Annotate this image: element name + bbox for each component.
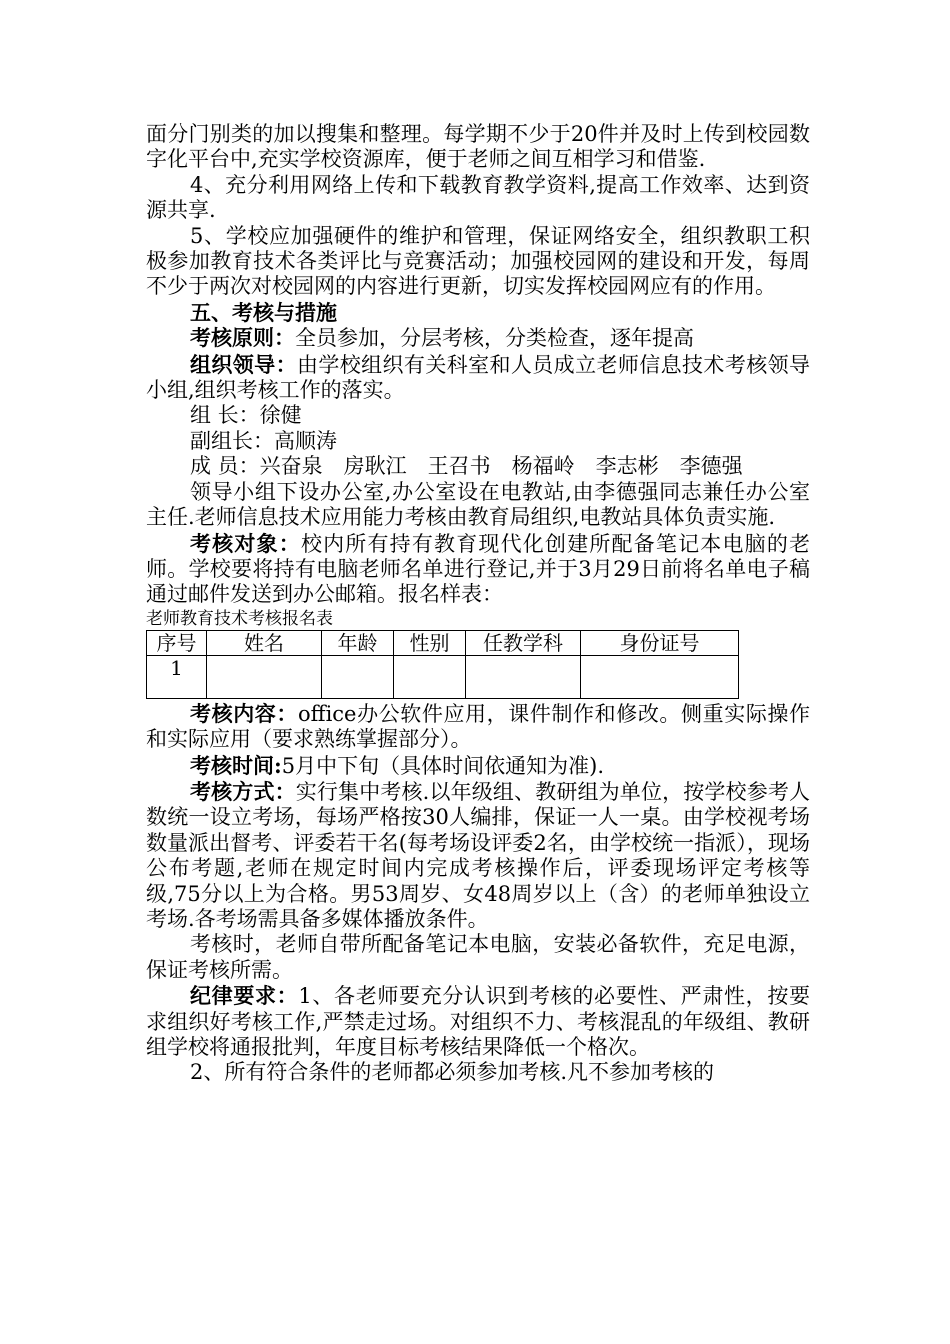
- table-cell: [466, 655, 581, 698]
- organization-label: 组织领导：: [190, 351, 297, 377]
- discipline-text: 1、各老师要充分认识到考核的必要性、严肃性，按要求组织好考核工作,严禁走过场。对组织不力、考核混乱的年级组、教研组学校将通报批判，年度目标考核结果降低一个格次。: [146, 984, 811, 1059]
- principle-label: 考核原则：: [190, 325, 295, 351]
- section-heading-assessment: 五、考核与措施: [190, 299, 337, 325]
- registration-table: [146, 630, 739, 699]
- table-cell: [207, 655, 322, 698]
- organization-text: 由学校组织有关科室和人员成立老师信息技术考核领导小组,组织考核工作的落实。: [146, 352, 811, 403]
- leader-line: 组 长：徐健: [190, 403, 302, 428]
- paragraph-method: [146, 779, 810, 932]
- paragraph-principle: [146, 325, 810, 351]
- table-cell: [394, 655, 466, 698]
- paragraph-laptop: 考核时，老师自带所配备笔记本电脑，安装必备软件，充足电源，保证考核所需。: [146, 932, 810, 982]
- table-cell: [322, 655, 394, 698]
- paragraph-item-5: 5、学校应加强硬件的维护和管理，保证网络安全，组织教职工积极参加教育技术各类评比与竞赛活动；加强校园网的建设和开发，每周不少于两次对校园网的内容进行更新，切实发挥校园网应有的作用。: [146, 223, 810, 299]
- method-text: 实行集中考核.以年级组、教研组为单位，按学校参考人数统一设立考场，每场严格按30人编排，保证一人一桌。由学校视考场数量派出督考、评委若干名(每考场设评委2名，由学校统一指派），现场公布考题,老师在规定时间内完成考核操作后，评委现场评定考核等级,75分以上为合格。男53周岁、女48周岁以上（含）的老师单独设立考场.各考场需具备多媒体播放条件。: [146, 779, 810, 931]
- table-row: [147, 655, 739, 698]
- table-header-row: [147, 630, 739, 655]
- time-label: 考核时间:: [190, 752, 282, 778]
- table-header-cell: 序号: [147, 630, 207, 655]
- content-label: 考核内容：: [190, 700, 298, 726]
- table-cell: 1: [147, 655, 207, 698]
- principle-text: 全员参加，分层考核，分类检查，逐年提高: [295, 326, 694, 351]
- table-header-cell: 姓名: [207, 630, 322, 655]
- target-label: 考核对象：: [190, 530, 301, 556]
- paragraph-resources: 面分门别类的加以搜集和整理。每学期不少于20件并及时上传到校园数字化平台中,充实学校资源库，便于老师之间互相学习和借鉴.: [146, 122, 810, 172]
- paragraph-office: 领导小组下设办公室,办公室设在电教站,由李德强同志兼任办公室主任.老师信息技术应用能力考核由教育局组织,电教站具体负责实施.: [146, 479, 810, 530]
- paragraph-time: [146, 753, 810, 779]
- paragraph-organization: [146, 352, 810, 404]
- table-caption: 老师教育技术考核报名表: [146, 608, 333, 629]
- target-text: 校内所有持有教育现代化创建所配备笔记本电脑的老师。学校要将持有电脑老师名单进行登记,并于3月29日前将名单电子稿通过邮件发送到办公邮箱。报名样表：: [146, 531, 811, 607]
- table-header-cell: 任教学科: [466, 630, 581, 655]
- table-header-cell: 年龄: [322, 630, 394, 655]
- discipline-label: 纪律要求：: [190, 983, 299, 1009]
- document-body: [146, 122, 810, 1086]
- time-text: 5月中下旬（具体时间依通知为准).: [281, 753, 604, 778]
- paragraph-content: [146, 701, 810, 753]
- paragraph-discipline: [146, 983, 810, 1060]
- paragraph-target: [146, 531, 810, 608]
- content-text: office办公软件应用，课件制作和修改。侧重实际操作和实际应用（要求熟练掌握部分）。: [146, 701, 811, 752]
- table-header-cell: 性别: [394, 630, 466, 655]
- paragraph-discipline-2: 2、所有符合条件的老师都必须参加考核.凡不参加考核的: [190, 1060, 715, 1085]
- method-label: 考核方式：: [190, 778, 296, 804]
- members-line: 成 员：兴奋泉 房耿江 王召书 杨福岭 李志彬 李德强: [190, 454, 743, 479]
- table-header-cell: 身份证号: [581, 630, 739, 655]
- table-cell: [581, 655, 739, 698]
- vice-leader-line: 副组长：高顺涛: [190, 428, 337, 453]
- paragraph-item-4: 4、充分利用网络上传和下载教育教学资料,提高工作效率、达到资源共享.: [146, 172, 810, 223]
